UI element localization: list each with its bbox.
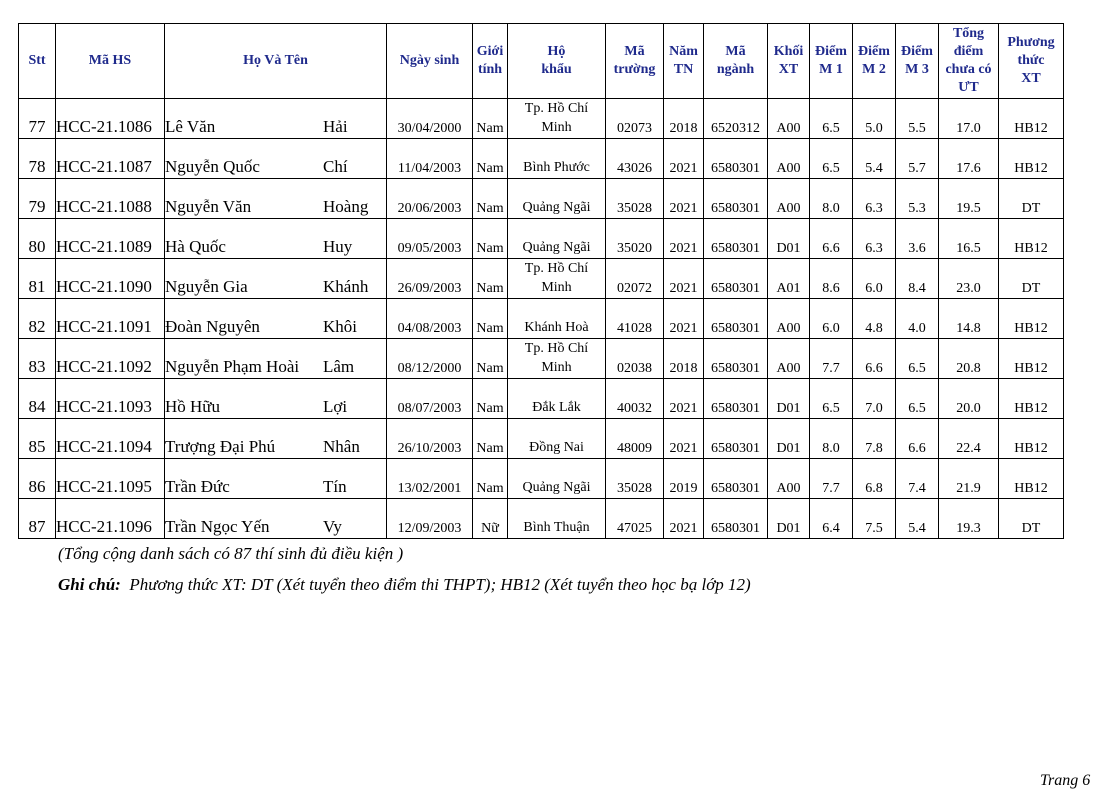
cell-manganh: 6580301 bbox=[704, 259, 768, 299]
cell-stt: 80 bbox=[19, 219, 56, 259]
total-note: (Tổng cộng danh sách có 87 thí sinh đủ điều kiện ) bbox=[58, 544, 404, 563]
cell-gioitinh: Nam bbox=[473, 419, 508, 459]
col-ngaysinh: Ngày sinh bbox=[387, 24, 473, 99]
cell-phuongthuc: HB12 bbox=[999, 419, 1064, 459]
cell-ngaysinh: 13/02/2001 bbox=[387, 459, 473, 499]
col-mahs: Mã HS bbox=[56, 24, 165, 99]
cell-m1: 6.5 bbox=[810, 99, 853, 139]
given-name: Vy bbox=[323, 517, 342, 536]
cell-manganh: 6580301 bbox=[704, 339, 768, 379]
cell-ngaysinh: 08/12/2000 bbox=[387, 339, 473, 379]
cell-hokhau bbox=[508, 379, 606, 419]
cell-gioitinh: Nam bbox=[473, 299, 508, 339]
col-hoten: Họ Và Tên bbox=[165, 24, 387, 99]
hokhau-line2: Quảng Ngãi bbox=[522, 480, 591, 495]
cell-hoten bbox=[165, 179, 387, 219]
cell-khoi: A01 bbox=[768, 259, 810, 299]
cell-tong: 14.8 bbox=[939, 299, 999, 339]
cell-khoi: A00 bbox=[768, 179, 810, 219]
hokhau-line2: Đắk Lắk bbox=[532, 400, 581, 415]
cell-ngaysinh: 08/07/2003 bbox=[387, 379, 473, 419]
cell-gioitinh: Nam bbox=[473, 139, 508, 179]
header-row bbox=[19, 24, 1064, 99]
cell-mahs: HCC-21.1096 bbox=[56, 499, 165, 539]
cell-gioitinh: Nam bbox=[473, 259, 508, 299]
cell-namtn: 2021 bbox=[664, 259, 704, 299]
cell-m1: 6.0 bbox=[810, 299, 853, 339]
cell-tong: 22.4 bbox=[939, 419, 999, 459]
cell-hokhau bbox=[508, 499, 606, 539]
cell-matruong: 35020 bbox=[606, 219, 664, 259]
cell-manganh: 6580301 bbox=[704, 499, 768, 539]
cell-m2: 6.0 bbox=[853, 259, 896, 299]
table-body bbox=[19, 99, 1064, 539]
cell-m1: 8.6 bbox=[810, 259, 853, 299]
legend-label: Ghi chú: bbox=[58, 575, 121, 594]
cell-mahs: HCC-21.1090 bbox=[56, 259, 165, 299]
hokhau-line2: Minh bbox=[541, 360, 572, 375]
hokhau-line2: Quảng Ngãi bbox=[522, 200, 591, 215]
page-number: Trang 6 bbox=[1040, 772, 1091, 789]
cell-gioitinh: Nam bbox=[473, 219, 508, 259]
cell-hokhau bbox=[508, 459, 606, 499]
table-row bbox=[19, 219, 1064, 259]
col-gioitinh: Giới tính bbox=[473, 24, 508, 99]
hokhau-line2: Minh bbox=[541, 280, 572, 295]
cell-m3: 5.4 bbox=[896, 499, 939, 539]
hokhau-line2: Bình Phước bbox=[523, 160, 590, 175]
cell-gioitinh: Nam bbox=[473, 179, 508, 219]
table-row bbox=[19, 339, 1064, 379]
cell-m2: 6.6 bbox=[853, 339, 896, 379]
cell-stt: 81 bbox=[19, 259, 56, 299]
hokhau-line2: Đồng Nai bbox=[529, 440, 584, 455]
given-name: Lâm bbox=[323, 357, 355, 376]
cell-ngaysinh: 09/05/2003 bbox=[387, 219, 473, 259]
cell-mahs: HCC-21.1088 bbox=[56, 179, 165, 219]
cell-phuongthuc: DT bbox=[999, 179, 1064, 219]
cell-matruong: 40032 bbox=[606, 379, 664, 419]
cell-tong: 23.0 bbox=[939, 259, 999, 299]
cell-m3: 5.7 bbox=[896, 139, 939, 179]
cell-matruong: 41028 bbox=[606, 299, 664, 339]
cell-namtn: 2021 bbox=[664, 299, 704, 339]
hokhau-line1: Tp. Hồ Chí bbox=[524, 341, 589, 356]
surname: Trần Đức bbox=[165, 477, 230, 496]
hokhau-line2: Quảng Ngãi bbox=[522, 240, 591, 255]
given-name: Chí bbox=[323, 157, 348, 176]
cell-namtn: 2018 bbox=[664, 339, 704, 379]
cell-ngaysinh: 26/09/2003 bbox=[387, 259, 473, 299]
col-phuongthuc: Phương thức XT bbox=[999, 24, 1064, 99]
cell-ngaysinh: 26/10/2003 bbox=[387, 419, 473, 459]
col-hokhau: Hộ khẩu bbox=[508, 24, 606, 99]
cell-mahs: HCC-21.1086 bbox=[56, 99, 165, 139]
cell-m1: 6.5 bbox=[810, 139, 853, 179]
cell-mahs: HCC-21.1093 bbox=[56, 379, 165, 419]
cell-khoi: D01 bbox=[768, 499, 810, 539]
cell-namtn: 2021 bbox=[664, 419, 704, 459]
cell-tong: 19.5 bbox=[939, 179, 999, 219]
cell-hoten bbox=[165, 99, 387, 139]
given-name: Lợi bbox=[323, 397, 348, 416]
cell-namtn: 2021 bbox=[664, 179, 704, 219]
cell-m2: 6.8 bbox=[853, 459, 896, 499]
cell-khoi: A00 bbox=[768, 139, 810, 179]
cell-m2: 5.0 bbox=[853, 99, 896, 139]
cell-ngaysinh: 04/08/2003 bbox=[387, 299, 473, 339]
cell-mahs: HCC-21.1087 bbox=[56, 139, 165, 179]
cell-tong: 17.0 bbox=[939, 99, 999, 139]
cell-hoten bbox=[165, 339, 387, 379]
hokhau-line2: Bình Thuận bbox=[523, 520, 590, 535]
cell-stt: 86 bbox=[19, 459, 56, 499]
cell-khoi: D01 bbox=[768, 419, 810, 459]
cell-manganh: 6580301 bbox=[704, 179, 768, 219]
hokhau-line2: Khánh Hoà bbox=[524, 320, 589, 335]
cell-khoi: D01 bbox=[768, 219, 810, 259]
surname: Hồ Hữu bbox=[165, 397, 221, 416]
cell-hokhau bbox=[508, 139, 606, 179]
cell-stt: 79 bbox=[19, 179, 56, 219]
given-name: Hải bbox=[323, 117, 348, 136]
cell-gioitinh: Nam bbox=[473, 459, 508, 499]
cell-matruong: 02038 bbox=[606, 339, 664, 379]
col-m3: Điểm M 3 bbox=[896, 24, 939, 99]
col-matruong: Mã trường bbox=[606, 24, 664, 99]
cell-m3: 3.6 bbox=[896, 219, 939, 259]
cell-phuongthuc: HB12 bbox=[999, 139, 1064, 179]
cell-hokhau bbox=[508, 419, 606, 459]
table-row bbox=[19, 139, 1064, 179]
cell-hokhau bbox=[508, 99, 606, 139]
cell-namtn: 2018 bbox=[664, 99, 704, 139]
cell-hoten bbox=[165, 379, 387, 419]
cell-ngaysinh: 30/04/2000 bbox=[387, 99, 473, 139]
cell-ngaysinh: 12/09/2003 bbox=[387, 499, 473, 539]
cell-m3: 7.4 bbox=[896, 459, 939, 499]
cell-hokhau bbox=[508, 259, 606, 299]
cell-hoten bbox=[165, 419, 387, 459]
cell-hokhau bbox=[508, 299, 606, 339]
cell-manganh: 6580301 bbox=[704, 379, 768, 419]
hokhau-line1: Tp. Hồ Chí bbox=[524, 101, 589, 116]
col-tong: Tổng điểm chưa có ƯT bbox=[939, 24, 999, 99]
col-m1: Điểm M 1 bbox=[810, 24, 853, 99]
cell-tong: 21.9 bbox=[939, 459, 999, 499]
table-row bbox=[19, 259, 1064, 299]
cell-m3: 8.4 bbox=[896, 259, 939, 299]
cell-matruong: 02073 bbox=[606, 99, 664, 139]
cell-m3: 4.0 bbox=[896, 299, 939, 339]
cell-phuongthuc: DT bbox=[999, 259, 1064, 299]
cell-tong: 16.5 bbox=[939, 219, 999, 259]
candidate-table bbox=[18, 23, 1064, 539]
surname: Nguyễn Phạm Hoài bbox=[165, 357, 300, 376]
table-row bbox=[19, 459, 1064, 499]
cell-m2: 6.3 bbox=[853, 219, 896, 259]
table-row bbox=[19, 179, 1064, 219]
cell-m2: 6.3 bbox=[853, 179, 896, 219]
cell-mahs: HCC-21.1094 bbox=[56, 419, 165, 459]
table-row bbox=[19, 99, 1064, 139]
cell-m1: 7.7 bbox=[810, 339, 853, 379]
cell-hokhau bbox=[508, 339, 606, 379]
cell-manganh: 6520312 bbox=[704, 99, 768, 139]
legend-text: Phương thức XT: DT (Xét tuyển theo điểm thi THPT); HB12 (Xét tuyển theo học bạ lớp 12) bbox=[129, 575, 751, 594]
cell-manganh: 6580301 bbox=[704, 299, 768, 339]
surname: Đoàn Nguyên bbox=[165, 317, 260, 336]
cell-m3: 6.5 bbox=[896, 339, 939, 379]
cell-khoi: A00 bbox=[768, 99, 810, 139]
surname: Trần Ngọc Yến bbox=[165, 517, 270, 536]
cell-m3: 5.3 bbox=[896, 179, 939, 219]
col-manganh: Mã ngành bbox=[704, 24, 768, 99]
cell-mahs: HCC-21.1089 bbox=[56, 219, 165, 259]
cell-m3: 6.5 bbox=[896, 379, 939, 419]
surname: Nguyễn Gia bbox=[165, 277, 248, 296]
cell-namtn: 2021 bbox=[664, 219, 704, 259]
cell-hoten bbox=[165, 459, 387, 499]
cell-m1: 7.7 bbox=[810, 459, 853, 499]
surname: Nguyễn Quốc bbox=[165, 157, 260, 176]
cell-khoi: A00 bbox=[768, 339, 810, 379]
surname: Nguyễn Văn bbox=[165, 197, 252, 216]
table-row bbox=[19, 299, 1064, 339]
cell-matruong: 48009 bbox=[606, 419, 664, 459]
given-name: Khôi bbox=[323, 317, 357, 336]
cell-m1: 8.0 bbox=[810, 419, 853, 459]
cell-hokhau bbox=[508, 219, 606, 259]
given-name: Hoàng bbox=[323, 197, 369, 216]
cell-namtn: 2021 bbox=[664, 499, 704, 539]
cell-tong: 20.0 bbox=[939, 379, 999, 419]
table-row bbox=[19, 499, 1064, 539]
cell-gioitinh: Nữ bbox=[473, 499, 508, 539]
cell-manganh: 6580301 bbox=[704, 459, 768, 499]
cell-stt: 77 bbox=[19, 99, 56, 139]
cell-matruong: 43026 bbox=[606, 139, 664, 179]
cell-matruong: 35028 bbox=[606, 179, 664, 219]
surname: Trượng Đại Phú bbox=[165, 437, 276, 456]
given-name: Nhân bbox=[323, 437, 360, 456]
cell-m1: 8.0 bbox=[810, 179, 853, 219]
cell-stt: 78 bbox=[19, 139, 56, 179]
cell-mahs: HCC-21.1095 bbox=[56, 459, 165, 499]
cell-ngaysinh: 11/04/2003 bbox=[387, 139, 473, 179]
cell-m1: 6.5 bbox=[810, 379, 853, 419]
cell-matruong: 47025 bbox=[606, 499, 664, 539]
cell-phuongthuc: HB12 bbox=[999, 379, 1064, 419]
hokhau-line1: Tp. Hồ Chí bbox=[524, 261, 589, 276]
cell-hokhau bbox=[508, 179, 606, 219]
cell-stt: 83 bbox=[19, 339, 56, 379]
cell-namtn: 2019 bbox=[664, 459, 704, 499]
cell-m3: 5.5 bbox=[896, 99, 939, 139]
given-name: Khánh bbox=[323, 277, 369, 296]
cell-m2: 7.5 bbox=[853, 499, 896, 539]
legend-note bbox=[58, 575, 751, 595]
cell-khoi: D01 bbox=[768, 379, 810, 419]
cell-phuongthuc: HB12 bbox=[999, 219, 1064, 259]
cell-hoten bbox=[165, 259, 387, 299]
cell-gioitinh: Nam bbox=[473, 99, 508, 139]
table-row bbox=[19, 419, 1064, 459]
cell-phuongthuc: HB12 bbox=[999, 459, 1064, 499]
cell-namtn: 2021 bbox=[664, 379, 704, 419]
col-m2: Điểm M 2 bbox=[853, 24, 896, 99]
cell-m2: 7.8 bbox=[853, 419, 896, 459]
cell-m1: 6.6 bbox=[810, 219, 853, 259]
cell-stt: 82 bbox=[19, 299, 56, 339]
cell-tong: 19.3 bbox=[939, 499, 999, 539]
cell-phuongthuc: DT bbox=[999, 499, 1064, 539]
given-name: Huy bbox=[323, 237, 353, 256]
cell-tong: 20.8 bbox=[939, 339, 999, 379]
cell-stt: 85 bbox=[19, 419, 56, 459]
table-row bbox=[19, 379, 1064, 419]
cell-hoten bbox=[165, 219, 387, 259]
cell-m2: 5.4 bbox=[853, 139, 896, 179]
col-stt: Stt bbox=[19, 24, 56, 99]
surname: Lê Văn bbox=[165, 117, 216, 136]
cell-stt: 84 bbox=[19, 379, 56, 419]
cell-m2: 4.8 bbox=[853, 299, 896, 339]
cell-namtn: 2021 bbox=[664, 139, 704, 179]
cell-m3: 6.6 bbox=[896, 419, 939, 459]
cell-gioitinh: Nam bbox=[473, 379, 508, 419]
col-khoi: Khối XT bbox=[768, 24, 810, 99]
hokhau-line2: Minh bbox=[541, 120, 572, 135]
cell-hoten bbox=[165, 299, 387, 339]
cell-phuongthuc: HB12 bbox=[999, 299, 1064, 339]
cell-manganh: 6580301 bbox=[704, 219, 768, 259]
cell-phuongthuc: HB12 bbox=[999, 339, 1064, 379]
cell-hoten bbox=[165, 139, 387, 179]
cell-hoten bbox=[165, 499, 387, 539]
cell-gioitinh: Nam bbox=[473, 339, 508, 379]
cell-manganh: 6580301 bbox=[704, 139, 768, 179]
cell-phuongthuc: HB12 bbox=[999, 99, 1064, 139]
col-namtn: Năm TN bbox=[664, 24, 704, 99]
cell-khoi: A00 bbox=[768, 459, 810, 499]
surname: Hà Quốc bbox=[165, 237, 226, 256]
given-name: Tín bbox=[323, 477, 347, 496]
cell-matruong: 35028 bbox=[606, 459, 664, 499]
cell-matruong: 02072 bbox=[606, 259, 664, 299]
cell-tong: 17.6 bbox=[939, 139, 999, 179]
cell-mahs: HCC-21.1092 bbox=[56, 339, 165, 379]
cell-khoi: A00 bbox=[768, 299, 810, 339]
cell-manganh: 6580301 bbox=[704, 419, 768, 459]
cell-m2: 7.0 bbox=[853, 379, 896, 419]
cell-mahs: HCC-21.1091 bbox=[56, 299, 165, 339]
cell-ngaysinh: 20/06/2003 bbox=[387, 179, 473, 219]
cell-m1: 6.4 bbox=[810, 499, 853, 539]
cell-stt: 87 bbox=[19, 499, 56, 539]
